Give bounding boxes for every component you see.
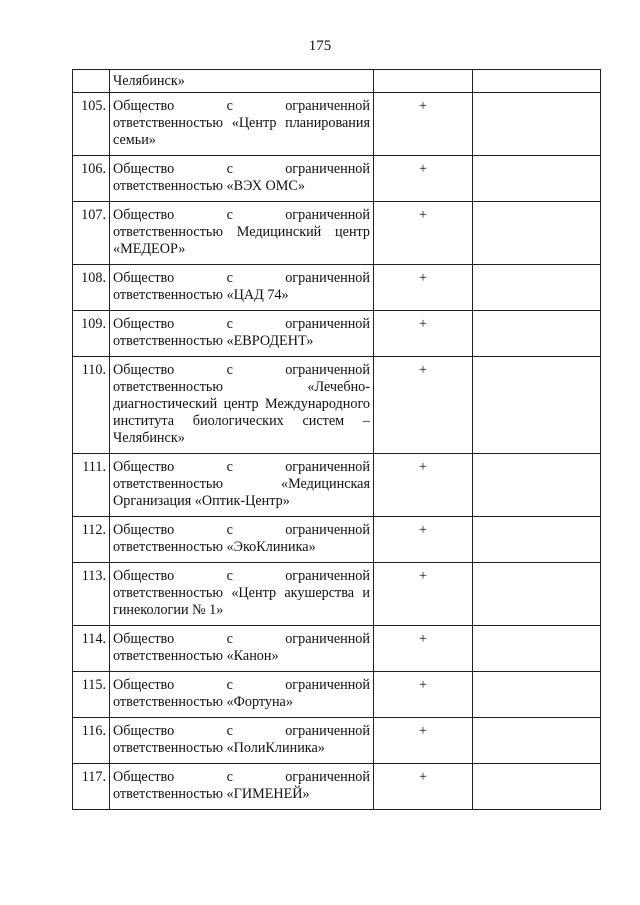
table-row (73, 764, 601, 810)
table-row (73, 517, 601, 563)
row-number: 115. (73, 672, 110, 718)
organization-name: Общество с ограниченной ответственностью «ЭкоКлиника» (110, 517, 374, 563)
table-row (73, 718, 601, 764)
empty-cell (473, 93, 601, 156)
organization-name: Общество с ограниченной ответственностью «ЕВРОДЕНТ» (110, 311, 374, 357)
empty-cell (473, 626, 601, 672)
organization-name: Общество с ограниченной ответственностью «Центр акушерства и гинекологии № 1» (110, 563, 374, 626)
participation-mark: + (374, 626, 473, 672)
participation-mark: + (374, 672, 473, 718)
participation-mark: + (374, 764, 473, 810)
participation-mark: + (374, 563, 473, 626)
participation-mark: + (374, 718, 473, 764)
row-number: 117. (73, 764, 110, 810)
participation-mark: + (374, 156, 473, 202)
page-number: 175 (308, 38, 332, 54)
row-number: 112. (73, 517, 110, 563)
row-number: 114. (73, 626, 110, 672)
table-row (73, 357, 601, 454)
organization-name: Общество с ограниченной ответственностью «ПолиКлиника» (110, 718, 374, 764)
participation-mark: + (374, 202, 473, 265)
table-row-continuation (73, 70, 601, 93)
empty-cell (473, 672, 601, 718)
row-number: 107. (73, 202, 110, 265)
empty-cell (473, 70, 601, 93)
organization-name: Общество с ограниченной ответственностью «Лечебно-диагностический центр Международного института биологических систем – Челябинск» (110, 357, 374, 454)
empty-cell (473, 311, 601, 357)
empty-cell (473, 156, 601, 202)
row-number: 108. (73, 265, 110, 311)
row-number: 106. (73, 156, 110, 202)
row-number: 113. (73, 563, 110, 626)
row-number: 110. (73, 357, 110, 454)
row-number: 109. (73, 311, 110, 357)
table-row (73, 156, 601, 202)
table-row (73, 93, 601, 156)
participation-mark: + (374, 265, 473, 311)
organization-name: Общество с ограниченной ответственностью «Центр планирования семьи» (110, 93, 374, 156)
empty-cell (473, 454, 601, 517)
organization-name: Общество с ограниченной ответственностью «Медицинская Организация «Оптик-Центр» (110, 454, 374, 517)
empty-cell (473, 764, 601, 810)
organization-name: Общество с ограниченной ответственностью «Канон» (110, 626, 374, 672)
row-number (73, 70, 110, 93)
participation-mark: + (374, 93, 473, 156)
empty-cell (473, 202, 601, 265)
organization-name: Общество с ограниченной ответственностью Медицинский центр «МЕДЕОР» (110, 202, 374, 265)
empty-cell (473, 265, 601, 311)
organization-name: Общество с ограниченной ответственностью «ГИМЕНЕЙ» (110, 764, 374, 810)
empty-cell (473, 718, 601, 764)
participation-mark: + (374, 311, 473, 357)
empty-cell (473, 517, 601, 563)
organization-name: Челябинск» (110, 70, 374, 93)
organizations-table (72, 69, 601, 810)
organization-name: Общество с ограниченной ответственностью «ВЭХ ОМС» (110, 156, 374, 202)
empty-cell (473, 357, 601, 454)
row-number: 111. (73, 454, 110, 517)
organization-name: Общество с ограниченной ответственностью «Фортуна» (110, 672, 374, 718)
empty-cell (473, 563, 601, 626)
row-number: 105. (73, 93, 110, 156)
table-row (73, 202, 601, 265)
organization-name: Общество с ограниченной ответственностью «ЦАД 74» (110, 265, 374, 311)
table-row (73, 311, 601, 357)
participation-mark: + (374, 357, 473, 454)
table-row (73, 265, 601, 311)
table-row (73, 454, 601, 517)
table-row (73, 563, 601, 626)
organizations-table-body (73, 70, 601, 810)
participation-mark (374, 70, 473, 93)
row-number: 116. (73, 718, 110, 764)
participation-mark: + (374, 454, 473, 517)
participation-mark: + (374, 517, 473, 563)
table-row (73, 626, 601, 672)
table-row (73, 672, 601, 718)
